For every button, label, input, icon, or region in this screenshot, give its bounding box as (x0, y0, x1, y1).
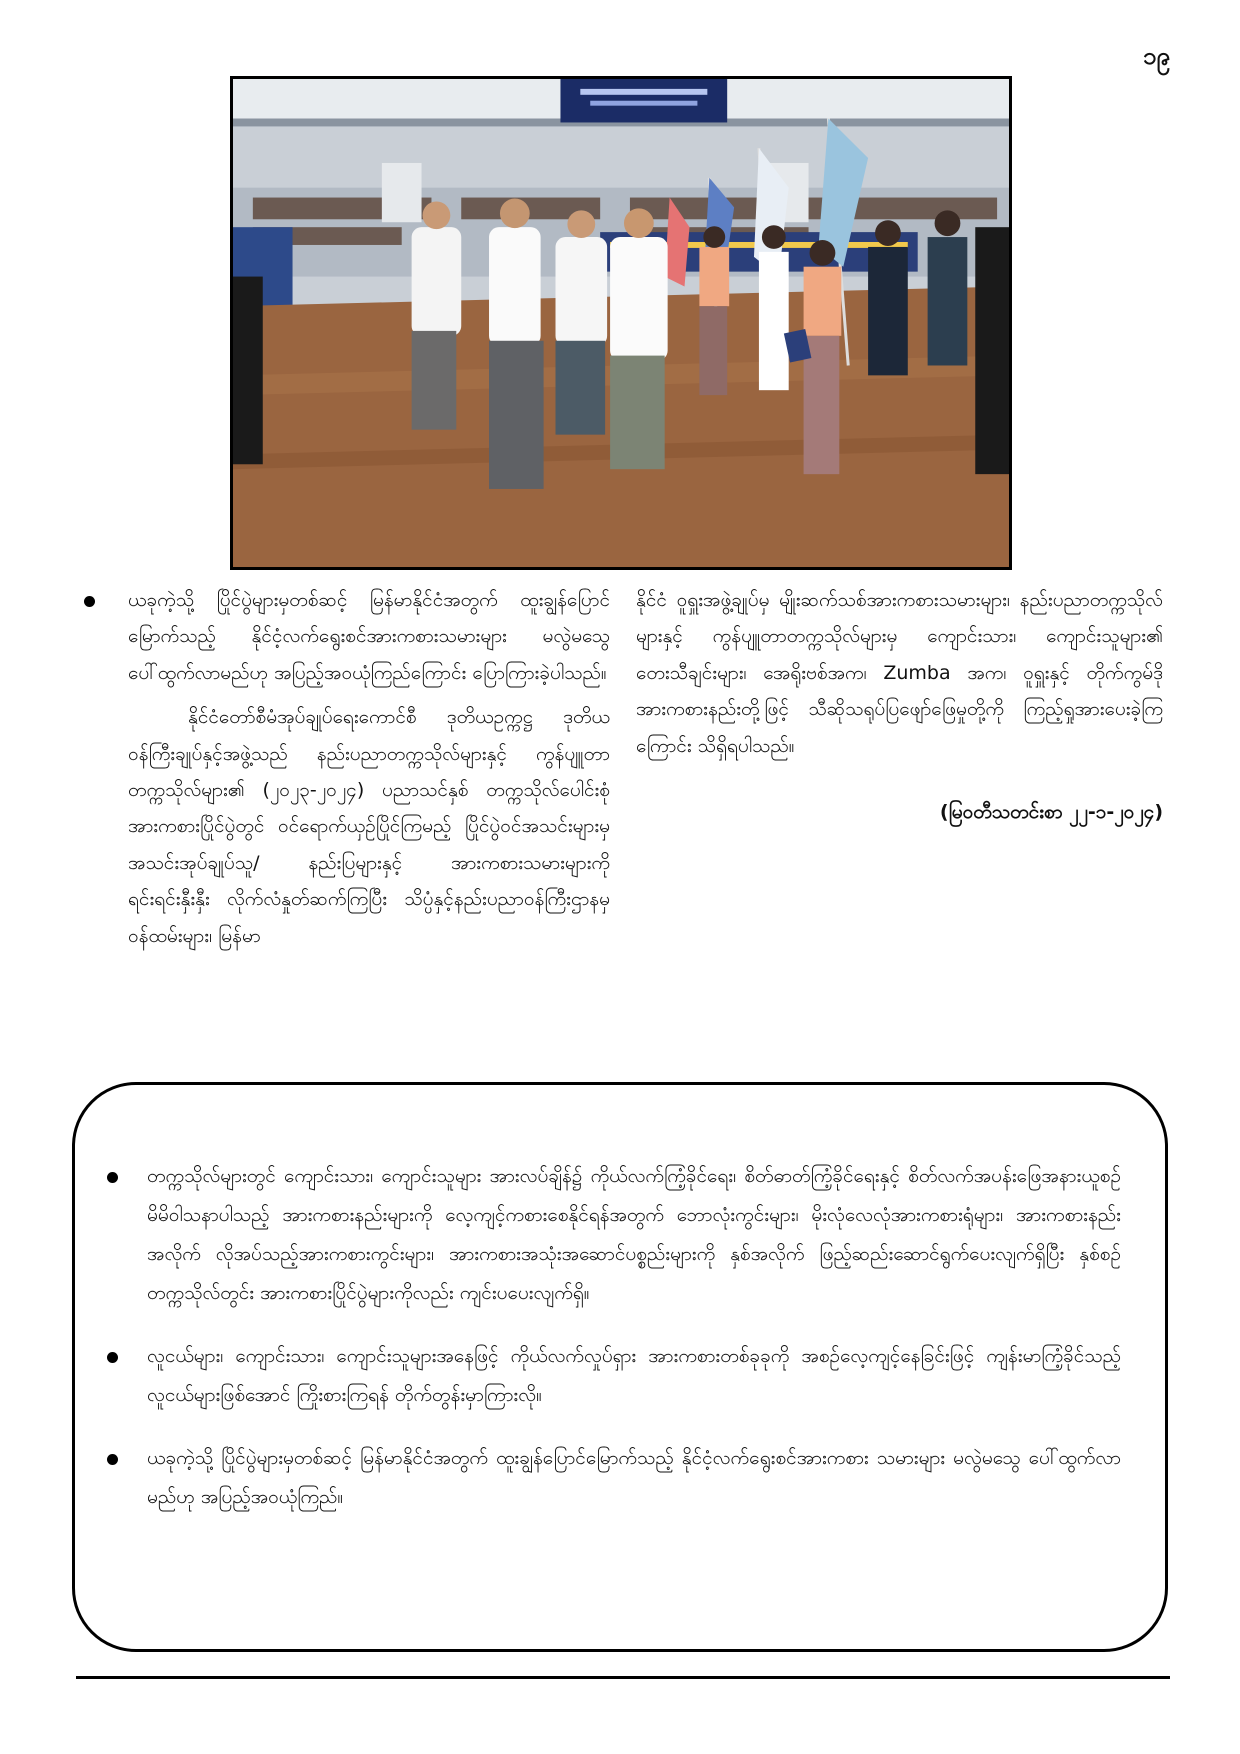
left-paragraph: နိုင်ငံတော်စီမံအုပ်ချုပ်ရေးကောင်စီ ဒုတိယဥက္ကဋ္ဌ ဒုတိယဝန်ကြီးချုပ်နှင့်အဖွဲ့သည် နည်းပညာတက္ကသိုလ်များနှင့် ကွန်ပျူတာတက္ကသိုလ်များ၏ (၂၀၂၃-၂၀၂၄) ပညာသင်နှစ် တက္ကသိုလ်ပေါင်းစုံအားကစားပြိုင်ပွဲတွင် ဝင်ရောက်ယှဉ်ပြိုင်ကြမည့် ပြိုင်ပွဲဝင်အသင်းများမှ အသင်းအုပ်ချုပ်သူ/ နည်းပြများနှင့် အားကစားသမားများကို ရင်းရင်းနှီးနှီး လိုက်လံနှုတ်ဆက်ကြပြီး သိပ္ပံနှင့်နည်းပညာဝန်ကြီးဌာနမှ ဝန်ထမ်းများ၊ မြန်မာ (128, 706, 610, 947)
bullet-icon (107, 1454, 118, 1465)
bullet-icon (107, 1352, 118, 1363)
right-paragraph: နိုင်ငံ ဝူရှူးအဖွဲ့ချုပ်မှ မျိုးဆက်သစ်အားကစားသမားများ၊ နည်းပညာတက္ကသိုလ်များနှင့် ကွန်ပျူတာတက္ကသိုလ်များမှ ကျောင်းသား၊ ကျောင်းသူများ၏ တေးသီချင်းများ၊ အေရိုးဗစ်အက၊ Zumba အက၊ ဝူရှူးနှင့် တိုက်ကွမ်ဒိုအားကစားနည်းတို့ဖြင့် သီဆိုသရုပ်ပြဖျော်ဖြေမှုတို့ကို ကြည့်ရှုအားပေးခဲ့ကြကြောင်း သိရှိရပါသည်။ (636, 589, 1163, 757)
event-photo (230, 76, 1012, 570)
left-bullet-paragraph (128, 582, 610, 691)
summary-list (147, 1157, 1121, 1541)
bullet-icon (84, 596, 95, 607)
summary-item (147, 1439, 1121, 1517)
summary-item-text: တက္ကသိုလ်များတွင် ကျောင်းသား၊ ကျောင်းသူများ အားလပ်ချိန်၌ ကိုယ်လက်ကြံ့ခိုင်ရေး၊ စိတ်ဓာတ်ကြံ့ခိုင်ရေးနှင့် စိတ်လက်အပန်းဖြေအနားယူစဉ် မိမိဝါသနာပါသည့် အားကစားနည်းများကို လေ့ကျင့်ကစားစေနိုင်ရန်အတွက် ဘောလုံးကွင်းများ၊ မိုးလုံလေလုံအားကစားရုံများ၊ အားကစားနည်းအလိုက် လိုအပ်သည့်အားကစားကွင်းများ၊ အားကစားအသုံးအဆောင်ပစ္စည်းများကို နှစ်အလိုက် ဖြည့်ဆည်းဆောင်ရွက်ပေးလျက်ရှိပြီး နှစ်စဉ်တက္ကသိုလ်တွင်း အားကစားပြိုင်ပွဲများကိုလည်း ကျင်းပပေးလျက်ရှိ။ (147, 1165, 1121, 1304)
page-number: ၁၉ (1143, 42, 1170, 70)
summary-item (147, 1337, 1121, 1415)
source-citation: (မြဝတီသတင်းစာ ၂၂-၁-၂၀၂၄) (939, 801, 1163, 824)
left-bullet-text: ယခုကဲ့သို့ ပြိုင်ပွဲများမှတစ်ဆင့် မြန်မာနိုင်ငံအတွက် ထူးချွန်ပြောင်မြောက်သည့် နိုင်ငံ့လက်ရွေးစင်အားကစားသမားများ မလွဲမသွေ ပေါ်ထွက်လာမည်ဟု အပြည့်အဝယုံကြည်ကြောင်း ပြောကြားခဲ့ပါသည်။ (128, 589, 610, 684)
left-column (128, 582, 610, 954)
bullet-icon (107, 1172, 118, 1183)
summary-item (147, 1157, 1121, 1313)
summary-item-text: လူငယ်များ၊ ကျောင်းသား၊ ကျောင်းသူများအနေဖြင့် ကိုယ်လက်လှုပ်ရှား အားကစားတစ်ခုခုကို အစဉ်လေ့ကျင့်နေခြင်းဖြင့် ကျန်းမာကြံ့ခိုင်သည့် လူငယ်များဖြစ်အောင် ကြိုးစားကြရန် တိုက်တွန်းမှာကြားလို။ (147, 1345, 1121, 1406)
event-photo-illustration (233, 79, 1009, 567)
summary-box (72, 1082, 1168, 1652)
bottom-rule (76, 1676, 1170, 1679)
right-column (636, 582, 1163, 830)
summary-item-text: ယခုကဲ့သို့ ပြိုင်ပွဲများမှတစ်ဆင့် မြန်မာနိုင်ငံအတွက် ထူးချွန်ပြောင်မြောက်သည့် နိုင်ငံ့လက်ရွေးစင်အားကစား သမားများ မလွဲမသွေ ပေါ်ထွက်လာမည်ဟု အပြည့်အဝယုံကြည်။ (147, 1447, 1121, 1508)
